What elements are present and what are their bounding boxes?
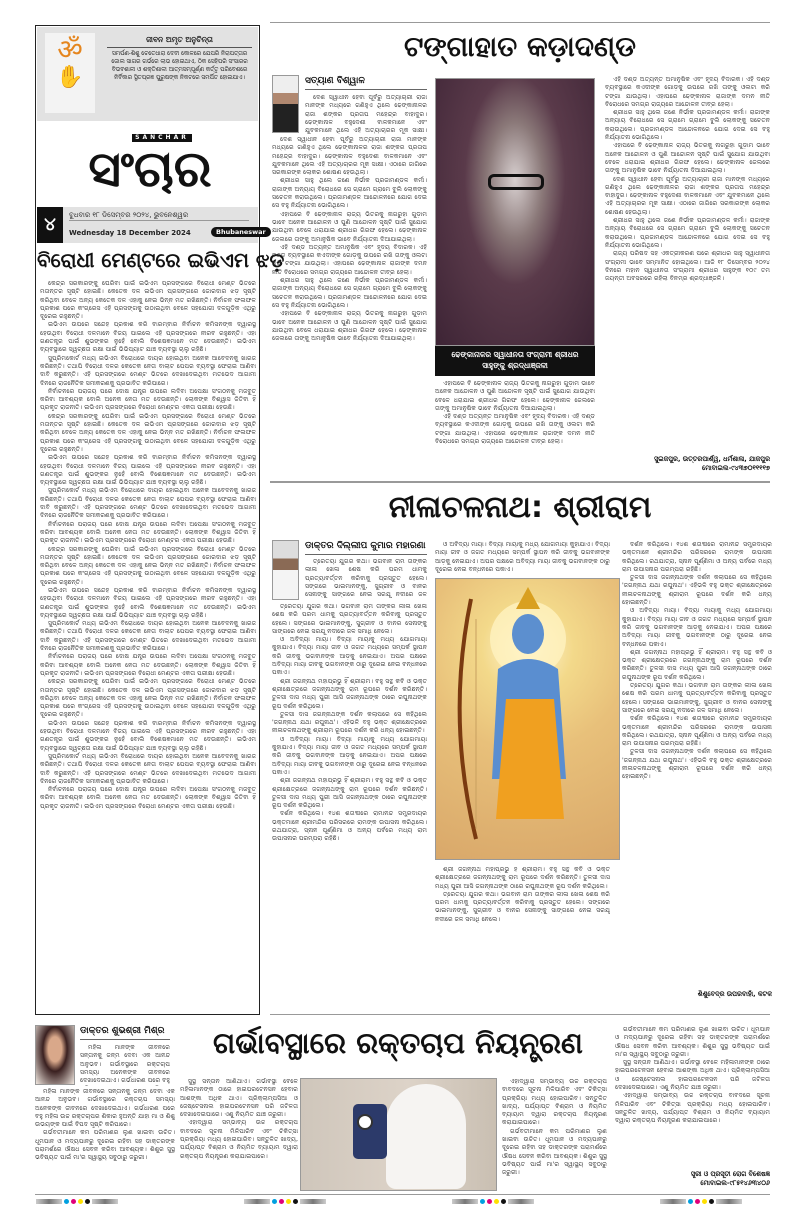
paragraph: ଶ୍ରୀଧର ସାହୁ ଥିଲେ ଜଣେ ନିର୍ଭୀକ ପ୍ରଜାମଣ୍ଡଳ କର୍ମୀ। ରାଜାଙ୍କ ଅନ୍ୟାୟ ବିରୋଧରେ ସେ ଗ୍ରାମେ ଗ୍ରାମେ ବୁଲି ଲୋକଙ୍କୁ ସଚେତନ କରାଉଥିଲେ। ପ୍ରଜାମଣ୍ଡଳ ଆନ୍ଦୋଳନରେ ଯୋଗ ଦେଇ ସେ ବହୁ ନିର୍ଯ୍ୟାତନା ଭୋଗିଥିଲେ। xyxy=(605,109,770,142)
paragraph: ଏହାପରେ ବି ଢେଙ୍କାନାଳ ରାଜ୍ୟ ଭିତରକୁ ନାଗରୁହା ଗୁଡ଼ାମ ଭାବେ ଅନେକ ଆନ୍ଦୋଳନ ଓ ପୁଣି ଆନ୍ଦୋଳନ ସୃଷ୍ଟି ପାଇଁ ସୁଯୋଗ ଯାଉଥିବା ବେଳେ ଧରାଯାଇ ଶ୍ରୀଧର ଗିରଫ ହେଲେ। ଢେଙ୍କାନାଳ ଜେଲରେ ତାଙ୍କୁ ଅମାନୁଷିକ ଭାବେ ନିର୍ଯ୍ୟାତନା ଦିଆଯାଇଥିଲା। xyxy=(605,142,770,175)
quote-text: ସମର୍ପଣ-ଶିଶୁ ଚେତେଧାରା ଦେବୀ କୋଳରେ ଯେପରି ନିରାପତ୍ତାର ଜୋଲ ସାଗର ଗର୍ଭରେ ଲାଭ ହୋଇଥାଏ, ଠିକ ସେହିପରି ସଂସାରର ବିଭବଶାଳୀ ଓ ଶକ୍ତିଶାଳୀ ଆତ୍ମସମ୍ପୂର୍ଣ୍ଣ କର୍ତ୍ତୃ ପରିବେଶରେ ନିର୍ବିକାର ସ୍ଥିତପ୍ରଜ୍ଞ ପୁରୁଷଙ୍କ ନିକଟରେ ସମର୍ପିତ ହୋଇଯାଏ। xyxy=(111,51,248,81)
headline-pregnancy: ଗର୍ଭାବସ୍ଥାରେ ରକ୍ତଚାପ ନିୟନ୍ତ୍ରଣ xyxy=(213,1026,583,1060)
date-panel xyxy=(37,207,266,243)
paragraph: ଶ୍ରୀ ଜଗନ୍ନାଥ ମହାପ୍ରଭୁ ହିଁ ଶ୍ରୀରାମ। ବହୁ ସନ୍ଥ କବି ଓ ଭକ୍ତ ଶ୍ରୀକ୍ଷେତ୍ରରେ ଜଗନ୍ନାଥଙ୍କୁ ରାମ ରୂପରେ ଦର୍ଶନ କରିଛନ୍ତି। ତୁଳସୀ ଦାସ ମଧ୍ୟ ପୁରୀ ଆସି ଜଗନ୍ନାଥଙ୍କ ଠାରେ ରଘୁନାଥଙ୍କ ରୂପ ଦର୍ଶନ କରିଥିଲେ। xyxy=(272,777,427,810)
paragraph: ଏହାପରେ ବି ଢେଙ୍କାନାଳ ରାଜ୍ୟ ଭିତରକୁ ନାଗରୁହା ଗୁଡ଼ାମ ଭାବେ ଅନେକ ଆନ୍ଦୋଳନ ଓ ପୁଣି ଆନ୍ଦୋଳନ ସୃଷ୍ଟି ପାଇଁ ସୁଯୋଗ ଯାଉଥିବା ବେଳେ ଧରାଯାଇ ଶ୍ରୀଧର ଗିରଫ ହେଲେ। ଢେଙ୍କାନାଳ ଜେଲରେ ତାଙ୍କୁ ଅମାନୁଷିକ ଭାବେ ନିର୍ଯ୍ୟାତନା ଦିଆଯାଇଥିଲା। xyxy=(272,210,427,243)
divider xyxy=(270,481,770,483)
lord-ram-illustration xyxy=(435,578,620,860)
article-tangihata-col1b xyxy=(272,136,427,476)
author-photo xyxy=(272,75,299,133)
quote-title: ଜୀବନ ଅମୃତ ଅନୁଚିନ୍ତା xyxy=(107,35,252,48)
glasses-icon xyxy=(488,174,544,190)
paragraph: ଶ୍ରୀ ଜଗନ୍ନାଥ ମହାପ୍ରଭୁ ହିଁ ଶ୍ରୀରାମ। ବହୁ ସନ୍ଥ କବି ଓ ଭକ୍ତ ଶ୍ରୀକ୍ଷେତ୍ରରେ ଜଗନ୍ନାଥଙ୍କୁ ରାମ ରୂପରେ ଦର୍ଶନ କରିଛନ୍ତି। ତୁଳସୀ ଦାସ ମଧ୍ୟ ପୁରୀ ଆସି ଜଗନ୍ନାଥଙ୍କ ଠାରେ ରଘୁନାଥଙ୍କ ରୂପ ଦର୍ଶନ କରିଥିଲେ। xyxy=(272,677,427,710)
paragraph: ଓ ଅବିଦ୍ୟା ମାୟା। ବିଦ୍ୟା ମାୟାକୁ ମଧ୍ୟ ଯୋଗମାୟା କୁହାଯାଏ। ବିଦ୍ୟା ମାୟା ଜୀବ ଓ ଜଗତ ମଧ୍ୟରେ ସମ୍ପର୍କ ସ୍ଥାପନ କରି ଜୀବକୁ ଭଗବାନଙ୍କ ଆଡ଼କୁ ନେଇଯାଏ। ଅପର ପକ୍ଷରେ ଅବିଦ୍ୟା ମାୟା ଜୀବକୁ ଭଗବାନଙ୍କ ଠାରୁ ଦୂରେଇ ନେଇ ବନ୍ଧନରେ ପକାଏ। xyxy=(272,735,427,776)
paragraph: ସୁପ୍ରିମକୋର୍ଟ ମଧ୍ୟ ଇଭିଏମ ବିରୋଧରେ ଦାୟର ହୋଇଥିବା ଅନେକ ଆବେଦନକୁ ଖାରଜ କରିଛନ୍ତି। ତଥାପି ବିରୋଧୀ ଦଳର କେତେକ ନେତା ବାଲାଟ ପେପର ବ୍ୟବସ୍ଥା ଫେରାଇ ଆଣିବା ଦାବି କରୁଛନ୍ତି। ଏହି ପ୍ରସଙ୍ଗରେ ମେଣ୍ଟ ଭିତରେ ଦେଖାଦେଇଥିବା ମତଭେଦ ଆଗାମୀ ଦିନରେ ରାଜନୈତିକ ସମୀକରଣକୁ ପ୍ରଭାବିତ କରିପାରେ। xyxy=(40,487,256,520)
page-number: ୪ xyxy=(37,207,63,243)
article-tangihata-col2 xyxy=(435,380,595,476)
headline-tangihata: ଟଙ୍ଗାହାତ କଡ଼ାଦଣ୍ଡ xyxy=(404,30,636,63)
phone: ମୋବାଇଲ-୯୪୩୭୦୧୧୧୧୭ xyxy=(702,464,770,472)
divider xyxy=(270,22,770,23)
article-pregnancy-col1a xyxy=(80,1044,170,1086)
paragraph: ଦର୍ଶନ କରିଥିଲେ। ୧୪ଶ ଶତାବ୍ଦୀରେ ରାମାନନ୍ଦ ସମ୍ପ୍ରଦାୟର ଭକ୍ତମାନେ ଶ୍ରୀମନ୍ଦିର ପରିସରରେ ରାମଙ୍କ ଉପାସନା କରିଥିଲେ। ରଥଯାତ୍ରା, ସ୍ନାନ ପୂର୍ଣ୍ଣିମା ଓ ଅନ୍ୟ ପର୍ବରେ ମଧ୍ୟ ରାମ ଉପାସନାର ପରମ୍ପରା ରହିଛି। xyxy=(622,541,772,573)
paragraph: ତ୍ରେତୟା ଯୁଗର କଥା। ଭଗବାନ ରାମ ତାଙ୍କର ଲୀଳା ଖେଳା ଶେଷ କରି ପରମ ଧାମକୁ ପ୍ରତ୍ୟାବର୍ତ୍ତନ କରିବାକୁ ପ୍ରସ୍ତୁତ ହେଲେ। ସଙ୍ଗରେ ଭାଇମାନଙ୍କୁ, ସୁଗ୍ରୀବ ଓ ବାନର ସେନାଙ୍କୁ ସାଙ୍ଗରେ ନେଇ ସରଯୂ ନଦୀରେ ଜଳ xyxy=(305,558,427,599)
paragraph: ସୁପ୍ରିମକୋର୍ଟ ମଧ୍ୟ ଇଭିଏମ ବିରୋଧରେ ଦାୟର ହୋଇଥିବା ଅନେକ ଆବେଦନକୁ ଖାରଜ କରିଛନ୍ତି। ତଥାପି ବିରୋଧୀ ଦଳର କେତେକ ନେତା ବାଲାଟ ପେପର ବ୍ୟବସ୍ଥା ଫେରାଇ ଆଣିବା ଦାବି କରୁଛନ୍ତି। ଏହି ପ୍ରସଙ୍ଗରେ ମେଣ୍ଟ ଭିତରେ ଦେଖାଦେଇଥିବା ମତଭେଦ ଆଗାମୀ ଦିନରେ ରାଜନୈତିକ ସମୀକରଣକୁ ପ୍ରଭାବିତ କରିପାରେ। xyxy=(40,354,256,387)
portrait-photo xyxy=(435,78,595,346)
article-ram-col2b xyxy=(435,866,610,998)
paragraph: ନିର୍ବାଚନରେ ପରାଜୟ ପରେ ଦୋଷ ଯନ୍ତ୍ର ଉପରେ ଲଦିବା ଅପେକ୍ଷା ସଂଗଠନକୁ ମଜବୁତ କରିବା ଆବଶ୍ୟକ ବୋଲି ଅନେକ ନେତା ମତ ଦେଉଛନ୍ତି। ଲୋକଙ୍କ ବିଶ୍ୱାସ ଜିତିବା ହିଁ ପ୍ରକୃତ ରାଜନୀତି। ଇଭିଏମ ପ୍ରସଙ୍ଗରେ ବିରୋଧୀ ମେଣ୍ଟର ଏକତା ପରୀକ୍ଷା ହେଉଛି। xyxy=(40,387,256,412)
paragraph: ଦେଶ ସ୍ୱାଧୀନ ହେବା ପୂର୍ବରୁ ଅତ୍ୟାଚାରୀ ରାଜା ମାନଙ୍କ ମଧ୍ୟରେ ଗଣିହୁଏ ଥିଲେ ଢେଙ୍କାନାଳର ରାଜା ଶଙ୍କର ପ୍ରତାପ ମହେନ୍ଦ୍ର ବାହାଦୁର। ଢେଙ୍କାନାଳ ବହୁଦେଶୀ ବାଳକମାନେ ଏବଂ ଯୁବକମାନେ ଥିଲେ ଏହି ଅତ୍ୟାଚାରର ମୂକ ସାକ୍ଷୀ। ଏଠାରେ ଜାଗିରେ ସରକାରଙ୍କ ଲୋକର ଶୋଷଣ ହେଉଥିଲା। xyxy=(272,136,427,177)
paragraph: ଗର୍ଭବତୀମାନେ କମ ପରିମାଣର ଲୁଣ ଖାଇବା ଉଚିତ। ଧୂମପାନ ଓ ମଦ୍ୟପାନରୁ ଦୂରେଇ ରହିବା ସହ ଡାକ୍ତରଙ୍କ ପରାମର୍ଶରେ ଔଷଧ ସେବନ କରିବା ଆବଶ୍ୟକ। ଶିଶୁର ସୁସ୍ଥ ଭବିଷ୍ୟତ ପାଇଁ ମା'ର ସ୍ୱାସ୍ଥ୍ୟ ସବୁଠାରୁ ଜରୁରୀ। xyxy=(35,1129,175,1162)
article-ram-col2a xyxy=(435,541,610,573)
city-badge: Bhubaneswar xyxy=(211,227,271,237)
article-pregnancy-col2 xyxy=(180,1078,298,1190)
author-name: ଡାକ୍ତର ଶୁଭଶ୍ରୀ ମିଶ୍ର xyxy=(80,1026,170,1040)
signature: ଶିଶୁବେଦ୍ର ଉପରବାହାଁ, କଟକ xyxy=(697,990,772,998)
paragraph: ଶ୍ରୀଧର ସାହୁ ଥିଲେ ଜଣେ ନିର୍ଭୀକ ପ୍ରଜାମଣ୍ଡଳ କର୍ମୀ। ରାଜାଙ୍କ ଅନ୍ୟାୟ ବିରୋଧରେ ସେ ଗ୍ରାମେ ଗ୍ରାମେ ବୁଲି ଲୋକଙ୍କୁ ସଚେତନ କରାଉଥିଲେ। ପ୍ରଜାମଣ୍ଡଳ ଆନ୍ଦୋଳନରେ ଯୋଗ ଦେଇ ସେ ବହୁ ନିର୍ଯ୍ୟାତନା ଭୋଗିଥିଲେ। xyxy=(272,277,427,309)
paragraph: ତ୍ରେତୟା ଯୁଗର କଥା। ଭଗବାନ ରାମ ତାଙ୍କର ଲୀଳା ଖେଳା ଶେଷ କରି ପରମ ଧାମକୁ ପ୍ରତ୍ୟାବର୍ତ୍ତନ କରିବାକୁ ପ୍ରସ୍ତୁତ ହେଲେ। ସଙ୍ଗରେ ଭାଇମାନଙ୍କୁ, ସୁଗ୍ରୀବ ଓ ବାନର ସେନାଙ୍କୁ ସାଙ୍ଗରେ ନେଇ ସରଯୂ ନଦୀରେ ଜଳ ସମାଧି ନେଲେ। xyxy=(622,682,772,714)
article-ram-col1 xyxy=(272,603,427,998)
divider xyxy=(270,1014,770,1015)
paragraph: ତ୍ରେତୟା ଯୁଗର କଥା। ଭଗବାନ ରାମ ତାଙ୍କର ଲୀଳା ଖେଳା ଶେଷ କରି ପରମ ଧାମକୁ ପ୍ରତ୍ୟାବର୍ତ୍ତନ କରିବାକୁ ପ୍ରସ୍ତୁତ ହେଲେ। ସଙ୍ଗରେ ଭାଇମାନଙ୍କୁ, ସୁଗ୍ରୀବ ଓ ବାନର ସେନାଙ୍କୁ ସାଙ୍ଗରେ ନେଇ ସରଯୂ ନଦୀରେ ଜଳ ସମାଧି ନେଲେ। xyxy=(435,890,610,923)
article-pregnancy-col1 xyxy=(35,1088,175,1190)
paragraph: ରାଜ୍ୟ ପରିଷଦ ସହ ଏକତ୍ରୀକରଣ ପରେ ଶ୍ରୀଧର ସାହୁ ସ୍ୱାଧୀନତା ସଂଗ୍ରାମୀ ଭାବେ ସମ୍ମାନିତ ହୋଇଥିଲେ। ଆଜି ୧୮ ଡିସେମ୍ବର ୨୦୨୪ ଦିନରେ ମହାନ ସ୍ୱାଧୀନତା ସଂଗ୍ରାମୀ ଶ୍ରୀଧର ସାହୁଙ୍କ ୧୦୯ ତମ ଜୟନ୍ତୀ ଅବସରରେ ରହିଲା ବିନମ୍ର ଶ୍ରଦ୍ଧାଞ୍ଜଳି। xyxy=(605,250,770,283)
paragraph: ଦେଶ ସ୍ୱାଧୀନ ହେବା ପୂର୍ବରୁ ଅତ୍ୟାଚାରୀ ରାଜା ମାନଙ୍କ ମଧ୍ୟରେ ଗଣିହୁଏ ଥିଲେ ଢେଙ୍କାନାଳର ରାଜା ଶଙ୍କର ପ୍ରତାପ ମହେନ୍ଦ୍ର ବାହାଦୁର। ଢେଙ୍କାନାଳ ବହୁଦେଶୀ ବାଳକମାନେ ଏବଂ ଯୁବକମାନେ ଥିଲେ ଏହି ଅତ୍ୟାଚାରର ମୂକ ସାକ୍ଷୀ। xyxy=(305,94,427,134)
photo-caption: ଢେଙ୍କାନାଳର ସ୍ୱାଧୀନତା ସଂଗ୍ରାମୀ ଶ୍ରୀଧର ସାହୁଙ୍କୁ ଶ୍ରଦ୍ଧାଞ୍ଜଳୀ xyxy=(435,346,595,376)
color-registration-bar xyxy=(452,1199,534,1204)
paragraph: ଏହାଦ୍ୱାରା ସମ୍ଭାବ୍ୟ ଉଚ୍ଚ ରକ୍ତଚାପ ବାବଦରେ ସୂଚନା ମିଳିପାରିବ ଏବଂ ଚିକିତ୍ସା ପ୍ରକ୍ରିୟା ମଧ୍ୟ ହୋଇପାରିବ। ସନ୍ତୁଳିତ ଖାଦ୍ୟ, ପର୍ଯ୍ୟାପ୍ତ ବିଶ୍ରାମ ଓ ନିୟମିତ ବ୍ୟାୟାମ ଦ୍ୱାରା ରକ୍ତଚାପ ନିୟନ୍ତ୍ରଣ କରାଯାଇପାରେ। xyxy=(180,1119,298,1160)
blood-pressure-photo xyxy=(300,1078,497,1191)
author-name: ଡାକ୍ତର ଦିଲ୍ଲୀପ କୁମାର ମହାରଣା xyxy=(305,541,427,555)
author-photo xyxy=(35,1025,75,1085)
date-english: Wednesday 18 December 2024 xyxy=(69,229,191,237)
paragraph: ଏହି ଦଣ୍ଡ ଅତ୍ୟନ୍ତ ଅମାନୁଷିକ ଏବଂ ହୃଦୟ ବିଦାରକ। ଏହି ଦଣ୍ଡ ବ୍ୟବସ୍ଥାରେ କଏଦୀଙ୍କ ଗୋଡ଼କୁ ଉପରେ ରଖି ତାଙ୍କୁ ଓଲଟା କରି ଟଙ୍ଗା ଯାଉଥିଲା। ଏହାପରେ ଢେଙ୍କାନାଳ ରାଜାଙ୍କ ଦମନ ନୀତି ବିରୋଧରେ ସମଗ୍ର ରାଜ୍ୟରେ ଆନ୍ଦୋଳନ ତୀବ୍ର ହେଲା। xyxy=(435,413,595,446)
paragraph: ଓ ଅବିଦ୍ୟା ମାୟା। ବିଦ୍ୟା ମାୟାକୁ ମଧ୍ୟ ଯୋଗମାୟା କୁହାଯାଏ। ବିଦ୍ୟା ମାୟା ଜୀବ ଓ ଜଗତ ମଧ୍ୟରେ ସମ୍ପର୍କ ସ୍ଥାପନ କରି ଜୀବକୁ ଭଗବାନଙ୍କ ଆଡ଼କୁ ନେଇଯାଏ। ଅପର ପକ୍ଷରେ ଅବିଦ୍ୟା ମାୟା ଜୀବକୁ ଭଗବାନଙ୍କ ଠାରୁ ଦୂରେଇ ନେଇ ବନ୍ଧନରେ ପକାଏ। xyxy=(272,636,427,677)
paragraph: ଗର୍ଭବତୀମାନେ କମ ପରିମାଣର ଲୁଣ ଖାଇବା ଉଚିତ। ଧୂମପାନ ଓ ମଦ୍ୟପାନରୁ ଦୂରେଇ ରହିବା ସହ ଡାକ୍ତରଙ୍କ ପରାମର୍ଶରେ ଔଷଧ ସେବନ କରିବା ଆବଶ୍ୟକ। ଶିଶୁର ସୁସ୍ଥ ଭବିଷ୍ୟତ ପାଇଁ ମା'ର ସ୍ୱାସ୍ଥ୍ୟ ସବୁଠାରୁ ଜରୁରୀ। xyxy=(502,1127,607,1177)
paragraph: ଇଭିଏମ ଉପରେ ସନ୍ଦେହ ପ୍ରକାଶ କରି ବାରମ୍ବାର ନିର୍ବାଚନ କମିସନଙ୍କ ଦ୍ୱାରସ୍ଥ ହେଉଥିବା ବିରୋଧୀ ଦଳମାନେ ବିଜୟ ପାଇଲେ ଏହି ପ୍ରସଙ୍ଗରେ ନୀରବ ରହୁଛନ୍ତି। ଏହା ଗଣତନ୍ତ୍ର ପାଇଁ ଶୁଭଙ୍କର ନୁହେଁ ବୋଲି ବିଶେଷଜ୍ଞମାନେ ମତ ଦେଉଛନ୍ତି। ଇଭିଏମ ବ୍ୟବସ୍ଥାରେ ସ୍ୱଚ୍ଛତା ରକ୍ଷା ପାଇଁ ଭିଭିପ୍ୟାଟ ଯାଞ୍ଚ ବ୍ୟବସ୍ଥା ଚାଲୁ ରହିଛି। xyxy=(40,454,256,487)
article-ram-col1a xyxy=(305,558,427,600)
ram-figure-icon xyxy=(436,579,619,859)
om-hands-icon: ॐ ✋ xyxy=(45,33,95,113)
paragraph: ଶ୍ରୀଧର ସାହୁ ଥିଲେ ଜଣେ ନିର୍ଭୀକ ପ୍ରଜାମଣ୍ଡଳ କର୍ମୀ। ରାଜାଙ୍କ ଅନ୍ୟାୟ ବିରୋଧରେ ସେ ଗ୍ରାମେ ଗ୍ରାମେ ବୁଲି ଲୋକଙ୍କୁ ସଚେତନ କରାଉଥିଲେ। ପ୍ରଜାମଣ୍ଡଳ ଆନ୍ଦୋଳନରେ ଯୋଗ ଦେଇ ସେ ବହୁ ନିର୍ଯ୍ୟାତନା ଭୋଗିଥିଲେ। xyxy=(605,217,770,249)
paragraph: ଏହାପରେ ବି ଢେଙ୍କାନାଳ ରାଜ୍ୟ ଭିତରକୁ ନାଗରୁହା ଗୁଡ଼ାମ ଭାବେ ଅନେକ ଆନ୍ଦୋଳନ ଓ ପୁଣି ଆନ୍ଦୋଳନ ସୃଷ୍ଟି ପାଇଁ ସୁଯୋଗ ଯାଉଥିବା ବେଳେ ଧରାଯାଇ ଶ୍ରୀଧର ଗିରଫ ହେଲେ। ଢେଙ୍କାନାଳ ଜେଲରେ ତାଙ୍କୁ ଅମାନୁଷିକ ଭାବେ ନିର୍ଯ୍ୟାତନା ଦିଆଯାଇଥିଲା। xyxy=(435,380,595,412)
paragraph: ଶ୍ରୀ ଜଗନ୍ନାଥ ମହାପ୍ରଭୁ ହିଁ ଶ୍ରୀରାମ। ବହୁ ସନ୍ଥ କବି ଓ ଭକ୍ତ ଶ୍ରୀକ୍ଷେତ୍ରରେ ଜଗନ୍ନାଥଙ୍କୁ ରାମ ରୂପରେ ଦର୍ଶନ କରିଛନ୍ତି। ତୁଳସୀ ଦାସ ମଧ୍ୟ ପୁରୀ ଆସି ଜଗନ୍ନାଥଙ୍କ ଠାରେ ରଘୁନାଥଙ୍କ ରୂପ ଦର୍ଶନ କରିଥିଲେ। xyxy=(435,866,610,890)
paragraph: ମହିଳା ମାନଙ୍କ ଜୀବନରେ ସନ୍ତାନକୁ ଜନ୍ମ ଦେବା ଏକ ଆନନ୍ଦ ଅନୁଭବ। ଗର୍ଭାବସ୍ଥାରେ ରକ୍ତଚାପ ସମସ୍ୟା ଅନେକଙ୍କ ଜୀବନରେ ଦେଖାଦେଇଥାଏ। ଗର୍ଭଧାରଣ ପରେ ବହୁ ମହିଳା ଉଚ୍ଚ ରକ୍ତଚାପର ଶିକାର ହୁଅନ୍ତି ଯାହା ମା ଓ ଶିଶୁ ଉଭୟଙ୍କ ପାଇଁ ବିପଦ ସୃଷ୍ଟି କରିପାରେ। xyxy=(35,1088,175,1129)
paragraph: ତୁଳସୀ ଦାସ ଜଗନ୍ନାଥଙ୍କ ଦର୍ଶନ କଲାପରେ ସେ କହିଥିଲେ 'ଜଗନ୍ନାଥ ଯଥା ରଘୁନାଥ'। ଏହିଭଳି ବହୁ ଭକ୍ତ ଶ୍ରୀକ୍ଷେତ୍ରରେ ନୀଳାଚଳନାଥଙ୍କୁ ଶ୍ରୀରାମ ରୂପରେ ଦର୍ଶନ କରି ଧନ୍ୟ ହୋଇଛନ୍ତି। xyxy=(622,574,772,607)
paragraph: ସୁସ୍ଥ ସନ୍ତାନ ଆଣିଥାଏ। ଗର୍ଭାବସ୍ଥା ବେଳେ ମହିଳାମାନଙ୍କ ଠାରେ ହାଇପରଟେନସନ ହେବାର ଆଶଙ୍କା ଅଧିକ ଥାଏ। ପ୍ରିକ୍ଲାମ୍ପସିଆ ଓ ଜେଷ୍ଟେସନାଲ ହାଇପରଟେନସନ ପରି ଜଟିଳତା ଦେଖାଦେଇପାରେ। ଏଣୁ ନିୟମିତ ଯାଞ୍ଚ ଜରୁରୀ। xyxy=(180,1078,298,1119)
paragraph: ତୁଳସୀ ଦାସ ଜଗନ୍ନାଥଙ୍କ ଦର୍ଶନ କଲାପରେ ସେ କହିଥିଲେ 'ଜଗନ୍ନାଥ ଯଥା ରଘୁନାଥ'। ଏହିଭଳି ବହୁ ଭକ୍ତ ଶ୍ରୀକ୍ଷେତ୍ରରେ ନୀଳାଚଳନାଥଙ୍କୁ ଶ୍ରୀରାମ ରୂପରେ ଦର୍ଶନ କରି ଧନ୍ୟ ହୋଇଛନ୍ତି। xyxy=(622,748,772,781)
paragraph: କେନ୍ଦ୍ର ସରକାରଙ୍କୁ ଘେରିବା ପାଇଁ ଇଭିଏମ ପ୍ରସଙ୍ଗରେ ବିରୋଧୀ ମେଣ୍ଟ ଭିତରେ ମତାନ୍ତର ସୃଷ୍ଟି ହୋଇଛି। କେତେକ ଦଳ ଇଭିଏମ ପ୍ରସଙ୍ଗରେ ଜୋରଦାର ଝଡ଼ ସୃଷ୍ଟି କରିଥିବା ବେଳେ ଅନ୍ୟ କେତେକ ଦଳ ଏହାକୁ ନେଇ ଭିନ୍ନ ମତ ରଖିଛନ୍ତି। ନିର୍ବାଚନ ଫଳାଫଳ ପ୍ରକାଶ ପରେ କଂଗ୍ରେସ ଏହି ପ୍ରସଙ୍ଗକୁ ଉଠାଇଥିବା ବେଳେ ସହଯୋଗୀ ଦଳଗୁଡ଼ିକ ଏଥିରୁ ଦୂରେଇ ରହୁଛନ୍ତି। xyxy=(40,412,256,453)
paragraph: ଶ୍ରୀ ଜଗନ୍ନାଥ ମହାପ୍ରଭୁ ହିଁ ଶ୍ରୀରାମ। ବହୁ ସନ୍ଥ କବି ଓ ଭକ୍ତ ଶ୍ରୀକ୍ଷେତ୍ରରେ ଜଗନ୍ନାଥଙ୍କୁ ରାମ ରୂପରେ ଦର୍ଶନ କରିଛନ୍ତି। ତୁଳସୀ ଦାସ ମଧ୍ୟ ପୁରୀ ଆସି ଜଗନ୍ନାଥଙ୍କ ଠାରେ ରଘୁନାଥଙ୍କ ରୂପ ଦର୍ଶନ କରିଥିଲେ। xyxy=(622,648,772,681)
paragraph: ଇଭିଏମ ଉପରେ ସନ୍ଦେହ ପ୍ରକାଶ କରି ବାରମ୍ବାର ନିର୍ବାଚନ କମିସନଙ୍କ ଦ୍ୱାରସ୍ଥ ହେଉଥିବା ବିରୋଧୀ ଦଳମାନେ ବିଜୟ ପାଇଲେ ଏହି ପ୍ରସଙ୍ଗରେ ନୀରବ ରହୁଛନ୍ତି। ଏହା ଗଣତନ୍ତ୍ର ପାଇଁ ଶୁଭଙ୍କର ନୁହେଁ ବୋଲି ବିଶେଷଜ୍ଞମାନେ ମତ ଦେଉଛନ୍ତି। ଇଭିଏମ ବ୍ୟବସ୍ଥାରେ ସ୍ୱଚ୍ଛତା ରକ୍ଷା ପାଇଁ ଭିଭିପ୍ୟାଟ ଯାଞ୍ଚ ବ୍ୟବସ୍ଥା ଚାଲୁ ରହିଛି। xyxy=(40,321,256,354)
logo-en: SANCHAR xyxy=(132,134,192,142)
paragraph: ଓ ଅବିଦ୍ୟା ମାୟା। ବିଦ୍ୟା ମାୟାକୁ ମଧ୍ୟ ଯୋଗମାୟା କୁହାଯାଏ। ବିଦ୍ୟା ମାୟା ଜୀବ ଓ ଜଗତ ମଧ୍ୟରେ ସମ୍ପର୍କ ସ୍ଥାପନ କରି ଜୀବକୁ ଭଗବାନଙ୍କ ଆଡ଼କୁ ନେଇଯାଏ। ଅପର ପକ୍ଷରେ ଅବିଦ୍ୟା ମାୟା ଜୀବକୁ ଭଗବାନଙ୍କ ଠାରୁ ଦୂରେଇ ନେଇ ବନ୍ଧନରେ ପକାଏ। xyxy=(435,541,610,573)
color-registration-bar xyxy=(244,1199,326,1204)
headline-evm: ବିରୋଧୀ ମେଣ୍ଟରେ ଇଭିଏମ ଝଡ଼ xyxy=(37,248,285,272)
paragraph: ଦେଶ ସ୍ୱାଧୀନ ହେବା ପୂର୍ବରୁ ଅତ୍ୟାଚାରୀ ରାଜା ମାନଙ୍କ ମଧ୍ୟରେ ଗଣିହୁଏ ଥିଲେ ଢେଙ୍କାନାଳର ରାଜା ଶଙ୍କର ପ୍ରତାପ ମହେନ୍ଦ୍ର ବାହାଦୁର। ଢେଙ୍କାନାଳ ବହୁଦେଶୀ ବାଳକମାନେ ଏବଂ ଯୁବକମାନେ ଥିଲେ ଏହି ଅତ୍ୟାଚାରର ମୂକ ସାକ୍ଷୀ। ଏଠାରେ ଜାଗିରେ ସରକାରଙ୍କ ଲୋକର ଶୋଷଣ ହେଉଥିଲା। xyxy=(605,175,770,216)
paragraph: ଏହି ଦଣ୍ଡ ଅତ୍ୟନ୍ତ ଅମାନୁଷିକ ଏବଂ ହୃଦୟ ବିଦାରକ। ଏହି ଦଣ୍ଡ ବ୍ୟବସ୍ଥାରେ କଏଦୀଙ୍କ ଗୋଡ଼କୁ ଉପରେ ରଖି ତାଙ୍କୁ ଓଲଟା କରି ଟଙ୍ଗା ଯାଉଥିଲା। ଏହାପରେ ଢେଙ୍କାନାଳ ରାଜାଙ୍କ ଦମନ ନୀତି ବିରୋଧରେ ସମଗ୍ର ରାଜ୍ୟରେ ଆନ୍ଦୋଳନ ତୀବ୍ର ହେଲା। xyxy=(272,243,427,276)
paragraph: ନିର୍ବାଚନରେ ପରାଜୟ ପରେ ଦୋଷ ଯନ୍ତ୍ର ଉପରେ ଲଦିବା ଅପେକ୍ଷା ସଂଗଠନକୁ ମଜବୁତ କରିବା ଆବଶ୍ୟକ ବୋଲି ଅନେକ ନେତା ମତ ଦେଉଛନ୍ତି। ଲୋକଙ୍କ ବିଶ୍ୱାସ ଜିତିବା ହିଁ ପ୍ରକୃତ ରାଜନୀତି। ଇଭିଏମ ପ୍ରସଙ୍ଗରେ ବିରୋଧୀ ମେଣ୍ଟର ଏକତା ପରୀକ୍ଷା ହେଉଛି। xyxy=(40,653,256,677)
logo: ସଂଚାର xyxy=(88,140,212,198)
paragraph: ନିର୍ବାଚନରେ ପରାଜୟ ପରେ ଦୋଷ ଯନ୍ତ୍ର ଉପରେ ଲଦିବା ଅପେକ୍ଷା ସଂଗଠନକୁ ମଜବୁତ କରିବା ଆବଶ୍ୟକ ବୋଲି ଅନେକ ନେତା ମତ ଦେଉଛନ୍ତି। ଲୋକଙ୍କ ବିଶ୍ୱାସ ଜିତିବା ହିଁ ପ୍ରକୃତ ରାଜନୀତି। ଇଭିଏମ ପ୍ରସଙ୍ଗରେ ବିରୋଧୀ ମେଣ୍ଟର ଏକତା ପରୀକ୍ଷା ହେଉଛି। xyxy=(40,520,256,545)
color-registration-bar xyxy=(660,1199,742,1204)
paragraph: କେନ୍ଦ୍ର ସରକାରଙ୍କୁ ଘେରିବା ପାଇଁ ଇଭିଏମ ପ୍ରସଙ୍ଗରେ ବିରୋଧୀ ମେଣ୍ଟ ଭିତରେ ମତାନ୍ତର ସୃଷ୍ଟି ହୋଇଛି। କେତେକ ଦଳ ଇଭିଏମ ପ୍ରସଙ୍ଗରେ ଜୋରଦାର ଝଡ଼ ସୃଷ୍ଟି କରିଥିବା ବେଳେ ଅନ୍ୟ କେତେକ ଦଳ ଏହାକୁ ନେଇ ଭିନ୍ନ ମତ ରଖିଛନ୍ତି। ନିର୍ବାଚନ ଫଳାଫଳ ପ୍ରକାଶ ପରେ କଂଗ୍ରେସ ଏହି ପ୍ରସଙ୍ଗକୁ ଉଠାଇଥିବା ବେଳେ ସହଯୋଗୀ ଦଳଗୁଡ଼ିକ ଏଥିରୁ ଦୂରେଇ ରହୁଛନ୍ତି। xyxy=(40,678,256,719)
article-tangihata-col3 xyxy=(605,76,770,451)
paragraph: ଇଭିଏମ ଉପରେ ସନ୍ଦେହ ପ୍ରକାଶ କରି ବାରମ୍ବାର ନିର୍ବାଚନ କମିସନଙ୍କ ଦ୍ୱାରସ୍ଥ ହେଉଥିବା ବିରୋଧୀ ଦଳମାନେ ବିଜୟ ପାଇଲେ ଏହି ପ୍ରସଙ୍ଗରେ ନୀରବ ରହୁଛନ୍ତି। ଏହା ଗଣତନ୍ତ୍ର ପାଇଁ ଶୁଭଙ୍କର ନୁହେଁ ବୋଲି ବିଶେଷଜ୍ଞମାନେ ମତ ଦେଉଛନ୍ତି। ଇଭିଏମ ବ୍ୟବସ୍ଥାରେ ସ୍ୱଚ୍ଛତା ରକ୍ଷା ପାଇଁ ଭିଭିପ୍ୟାଟ ଯାଞ୍ଚ ବ୍ୟବସ୍ଥା ଚାଲୁ ରହିଛି। xyxy=(40,719,256,752)
phone: ମୋବାଇଲ-୯୮୫୧୪୬୩୪୦୬ xyxy=(700,1179,770,1187)
paragraph: ଦର୍ଶନ କରିଥିଲେ। ୧୪ଶ ଶତାବ୍ଦୀରେ ରାମାନନ୍ଦ ସମ୍ପ୍ରଦାୟର ଭକ୍ତମାନେ ଶ୍ରୀମନ୍ଦିର ପରିସରରେ ରାମଙ୍କ ଉପାସନା କରିଥିଲେ। ରଥଯାତ୍ରା, ସ୍ନାନ ପୂର୍ଣ୍ଣିମା ଓ ଅନ୍ୟ ପର୍ବରେ ମଧ୍ୟ ରାମ ଉପାସନାର ପରମ୍ପରା ରହିଛି। xyxy=(622,715,772,748)
date-odia: ବୁଧବାର ୧୮ ଡିସେମ୍ବର ୨୦୨୪, ଭୁବନେଶ୍ୱର xyxy=(69,211,249,221)
divider xyxy=(35,1194,770,1195)
paragraph: ଦର୍ଶନ କରିଥିଲେ। ୧୪ଶ ଶତାବ୍ଦୀରେ ରାମାନନ୍ଦ ସମ୍ପ୍ରଦାୟର ଭକ୍ତମାନେ ଶ୍ରୀମନ୍ଦିର ପରିସରରେ ରାମଙ୍କ ଉପାସନା କରିଥିଲେ। ରଥଯାତ୍ରା, ସ୍ନାନ ପୂର୍ଣ୍ଣିମା ଓ ଅନ୍ୟ ପର୍ବରେ ମଧ୍ୟ ରାମ ଉପାସନାର ପରମ୍ପରା ରହିଛି। xyxy=(272,810,427,843)
paragraph: ତ୍ରେତୟା ଯୁଗର କଥା। ଭଗବାନ ରାମ ତାଙ୍କର ଲୀଳା ଖେଳା ଶେଷ କରି ପରମ ଧାମକୁ ପ୍ରତ୍ୟାବର୍ତ୍ତନ କରିବାକୁ ପ୍ରସ୍ତୁତ ହେଲେ। ସଙ୍ଗରେ ଭାଇମାନଙ୍କୁ, ସୁଗ୍ରୀବ ଓ ବାନର ସେନାଙ୍କୁ ସାଙ୍ଗରେ ନେଇ ସରଯୂ ନଦୀରେ ଜଳ ସମାଧି ନେଲେ। xyxy=(272,603,427,635)
paragraph: ସୁପ୍ରିମକୋର୍ଟ ମଧ୍ୟ ଇଭିଏମ ବିରୋଧରେ ଦାୟର ହୋଇଥିବା ଅନେକ ଆବେଦନକୁ ଖାରଜ କରିଛନ୍ତି। ତଥାପି ବିରୋଧୀ ଦଳର କେତେକ ନେତା ବାଲାଟ ପେପର ବ୍ୟବସ୍ଥା ଫେରାଇ ଆଣିବା ଦାବି କରୁଛନ୍ତି। ଏହି ପ୍ରସଙ୍ଗରେ ମେଣ୍ଟ ଭିତରେ ଦେଖାଦେଇଥିବା ମତଭେଦ ଆଗାମୀ ଦିନରେ ରାଜନୈତିକ ସମୀକରଣକୁ ପ୍ରଭାବିତ କରିପାରେ। xyxy=(40,620,256,653)
paragraph: କେନ୍ଦ୍ର ସରକାରଙ୍କୁ ଘେରିବା ପାଇଁ ଇଭିଏମ ପ୍ରସଙ୍ଗରେ ବିରୋଧୀ ମେଣ୍ଟ ଭିତରେ ମତାନ୍ତର ସୃଷ୍ଟି ହୋଇଛି। କେତେକ ଦଳ ଇଭିଏମ ପ୍ରସଙ୍ଗରେ ଜୋରଦାର ଝଡ଼ ସୃଷ୍ଟି କରିଥିବା ବେଳେ ଅନ୍ୟ କେତେକ ଦଳ ଏହାକୁ ନେଇ ଭିନ୍ନ ମତ ରଖିଛନ୍ତି। ନିର୍ବାଚନ ଫଳାଫଳ ପ୍ରକାଶ ପରେ କଂଗ୍ରେସ ଏହି ପ୍ରସଙ୍ଗକୁ ଉଠାଇଥିବା ବେଳେ ସହଯୋଗୀ ଦଳଗୁଡ଼ିକ ଏଥିରୁ ଦୂରେଇ ରହୁଛନ୍ତି। xyxy=(40,280,256,321)
signature: ସୁଇଜପୁର, ଉତ୍ତରପାର୍ଶ୍ୱ, ଧର୍ମଶାଳା, ଯାଜପୁର xyxy=(654,455,770,463)
paragraph: ଗର୍ଭବତୀମାନେ କମ ପରିମାଣର ଲୁଣ ଖାଇବା ଉଚିତ। ଧୂମପାନ ଓ ମଦ୍ୟପାନରୁ ଦୂରେଇ ରହିବା ସହ ଡାକ୍ତରଙ୍କ ପରାମର୍ଶରେ ଔଷଧ ସେବନ କରିବା ଆବଶ୍ୟକ। ଶିଶୁର ସୁସ୍ଥ ଭବିଷ୍ୟତ ପାଇଁ ମା'ର ସ୍ୱାସ୍ଥ୍ୟ ସବୁଠାରୁ ଜରୁରୀ। xyxy=(615,1026,770,1058)
paragraph: ଶ୍ରୀଧର ସାହୁ ଥିଲେ ଜଣେ ନିର୍ଭୀକ ପ୍ରଜାମଣ୍ଡଳ କର୍ମୀ। ରାଜାଙ୍କ ଅନ୍ୟାୟ ବିରୋଧରେ ସେ ଗ୍ରାମେ ଗ୍ରାମେ ବୁଲି ଲୋକଙ୍କୁ ସଚେତନ କରାଉଥିଲେ। ପ୍ରଜାମଣ୍ଡଳ ଆନ୍ଦୋଳନରେ ଯୋଗ ଦେଇ ସେ ବହୁ ନିର୍ଯ୍ୟାତନା ଭୋଗିଥିଲେ। xyxy=(272,177,427,210)
article-pregnancy-col4 xyxy=(615,1026,770,1168)
paragraph: ସୁସ୍ଥ ସନ୍ତାନ ଆଣିଥାଏ। ଗର୍ଭାବସ୍ଥା ବେଳେ ମହିଳାମାନଙ୍କ ଠାରେ ହାଇପରଟେନସନ ହେବାର ଆଶଙ୍କା ଅଧିକ ଥାଏ। ପ୍ରିକ୍ଲାମ୍ପସିଆ ଓ ଜେଷ୍ଟେସନାଲ ହାଇପରଟେନସନ ପରି ଜଟିଳତା ଦେଖାଦେଇପାରେ। ଏଣୁ ନିୟମିତ ଯାଞ୍ଚ ଜରୁରୀ। xyxy=(615,1059,770,1092)
signature: ସ୍ତ୍ରୀ ଓ ପ୍ରସୂତୀ ରୋଗ ବିଶେଷଜ୍ଞ xyxy=(690,1170,770,1178)
gauge-icon xyxy=(357,1114,373,1130)
paragraph: ନିର୍ବାଚନରେ ପରାଜୟ ପରେ ଦୋଷ ଯନ୍ତ୍ର ଉପରେ ଲଦିବା ଅପେକ୍ଷା ସଂଗଠନକୁ ମଜବୁତ କରିବା ଆବଶ୍ୟକ ବୋଲି ଅନେକ ନେତା ମତ ଦେଉଛନ୍ତି। ଲୋକଙ୍କ ବିଶ୍ୱାସ ଜିତିବା ହିଁ ପ୍ରକୃତ ରାଜନୀତି। ଇଭିଏମ ପ୍ରସଙ୍ଗରେ ବିରୋଧୀ ମେଣ୍ଟର ଏକତା ପରୀକ୍ଷା ହେଉଛି। xyxy=(40,786,256,810)
paragraph: ସୁପ୍ରିମକୋର୍ଟ ମଧ୍ୟ ଇଭିଏମ ବିରୋଧରେ ଦାୟର ହୋଇଥିବା ଅନେକ ଆବେଦନକୁ ଖାରଜ କରିଛନ୍ତି। ତଥାପି ବିରୋଧୀ ଦଳର କେତେକ ନେତା ବାଲାଟ ପେପର ବ୍ୟବସ୍ଥା ଫେରାଇ ଆଣିବା ଦାବି କରୁଛନ୍ତି। ଏହି ପ୍ରସଙ୍ଗରେ ମେଣ୍ଟ ଭିତରେ ଦେଖାଦେଇଥିବା ମତଭେଦ ଆଗାମୀ ଦିନରେ ରାଜନୈତିକ ସମୀକରଣକୁ ପ୍ରଭାବିତ କରିପାରେ। xyxy=(40,752,256,785)
paragraph: ଏହାଦ୍ୱାରା ସମ୍ଭାବ୍ୟ ଉଚ୍ଚ ରକ୍ତଚାପ ବାବଦରେ ସୂଚନା ମିଳିପାରିବ ଏବଂ ଚିକିତ୍ସା ପ୍ରକ୍ରିୟା ମଧ୍ୟ ହୋଇପାରିବ। ସନ୍ତୁଳିତ ଖାଦ୍ୟ, ପର୍ଯ୍ୟାପ୍ତ ବିଶ୍ରାମ ଓ ନିୟମିତ ବ୍ୟାୟାମ ଦ୍ୱାରା ରକ୍ତଚାପ ନିୟନ୍ତ୍ରଣ କରାଯାଇପାରେ। xyxy=(615,1092,770,1125)
article-tangihata-col1 xyxy=(305,94,427,134)
paragraph: କେନ୍ଦ୍ର ସରକାରଙ୍କୁ ଘେରିବା ପାଇଁ ଇଭିଏମ ପ୍ରସଙ୍ଗରେ ବିରୋଧୀ ମେଣ୍ଟ ଭିତରେ ମତାନ୍ତର ସୃଷ୍ଟି ହୋଇଛି। କେତେକ ଦଳ ଇଭିଏମ ପ୍ରସଙ୍ଗରେ ଜୋରଦାର ଝଡ଼ ସୃଷ୍ଟି କରିଥିବା ବେଳେ ଅନ୍ୟ କେତେକ ଦଳ ଏହାକୁ ନେଇ ଭିନ୍ନ ମତ ରଖିଛନ୍ତି। ନିର୍ବାଚନ ଫଳାଫଳ ପ୍ରକାଶ ପରେ କଂଗ୍ରେସ ଏହି ପ୍ରସଙ୍ଗକୁ ଉଠାଇଥିବା ବେଳେ ସହଯୋଗୀ ଦଳଗୁଡ଼ିକ ଏଥିରୁ ଦୂରେଇ ରହୁଛନ୍ତି। xyxy=(40,545,256,586)
paragraph: ଓ ଅବିଦ୍ୟା ମାୟା। ବିଦ୍ୟା ମାୟାକୁ ମଧ୍ୟ ଯୋଗମାୟା କୁହାଯାଏ। ବିଦ୍ୟା ମାୟା ଜୀବ ଓ ଜଗତ ମଧ୍ୟରେ ସମ୍ପର୍କ ସ୍ଥାପନ କରି ଜୀବକୁ ଭଗବାନଙ୍କ ଆଡ଼କୁ ନେଇଯାଏ। ଅପର ପକ୍ଷରେ ଅବିଦ୍ୟା ମାୟା ଜୀବକୁ ଭଗବାନଙ୍କ ଠାରୁ ଦୂରେଇ ନେଇ ବନ୍ଧନରେ ପକାଏ। xyxy=(622,607,772,648)
paragraph: ଏହି ଦଣ୍ଡ ଅତ୍ୟନ୍ତ ଅମାନୁଷିକ ଏବଂ ହୃଦୟ ବିଦାରକ। ଏହି ଦଣ୍ଡ ବ୍ୟବସ୍ଥାରେ କଏଦୀଙ୍କ ଗୋଡ଼କୁ ଉପରେ ରଖି ତାଙ୍କୁ ଓଲଟା କରି ଟଙ୍ଗା ଯାଉଥିଲା। ଏହାପରେ ଢେଙ୍କାନାଳ ରାଜାଙ୍କ ଦମନ ନୀତି ବିରୋଧରେ ସମଗ୍ର ରାଜ୍ୟରେ ଆନ୍ଦୋଳନ ତୀବ୍ର ହେଲା। xyxy=(605,76,770,108)
color-registration-bar xyxy=(36,1199,118,1204)
paragraph: ଏହାଦ୍ୱାରା ସମ୍ଭାବ୍ୟ ଉଚ୍ଚ ରକ୍ତଚାପ ବାବଦରେ ସୂଚନା ମିଳିପାରିବ ଏବଂ ଚିକିତ୍ସା ପ୍ରକ୍ରିୟା ମଧ୍ୟ ହୋଇପାରିବ। ସନ୍ତୁଳିତ ଖାଦ୍ୟ, ପର୍ଯ୍ୟାପ୍ତ ବିଶ୍ରାମ ଓ ନିୟମିତ ବ୍ୟାୟାମ ଦ୍ୱାରା ରକ୍ତଚାପ ନିୟନ୍ତ୍ରଣ କରାଯାଇପାରେ। xyxy=(502,1078,607,1127)
article-pregnancy-col3 xyxy=(502,1078,607,1190)
author-name: ସତ୍ୟାଣ ବିଶ୍ୱାଳ xyxy=(305,76,427,90)
paragraph: ତୁଳସୀ ଦାସ ଜଗନ୍ନାଥଙ୍କ ଦର୍ଶନ କଲାପରେ ସେ କହିଥିଲେ 'ଜଗନ୍ନାଥ ଯଥା ରଘୁନାଥ'। ଏହିଭଳି ବହୁ ଭକ୍ତ ଶ୍ରୀକ୍ଷେତ୍ରରେ ନୀଳାଚଳନାଥଙ୍କୁ ଶ୍ରୀରାମ ରୂପରେ ଦର୍ଶନ କରି ଧନ୍ୟ ହୋଇଛନ୍ତି। xyxy=(272,710,427,735)
paragraph: ମହିଳା ମାନଙ୍କ ଜୀବନରେ ସନ୍ତାନକୁ ଜନ୍ମ ଦେବା ଏକ ଆନନ୍ଦ ଅନୁଭବ। ଗର୍ଭାବସ୍ଥାରେ ରକ୍ତଚାପ ସମସ୍ୟା ଅନେକଙ୍କ ଜୀବନରେ ଦେଖାଦେଇଥାଏ। ଗର୍ଭଧାରଣ ପରେ ବହୁ xyxy=(80,1044,170,1085)
paragraph: ଏହାପରେ ବି ଢେଙ୍କାନାଳ ରାଜ୍ୟ ଭିତରକୁ ନାଗରୁହା ଗୁଡ଼ାମ ଭାବେ ଅନେକ ଆନ୍ଦୋଳନ ଓ ପୁଣି ଆନ୍ଦୋଳନ ସୃଷ୍ଟି ପାଇଁ ସୁଯୋଗ ଯାଉଥିବା ବେଳେ ଧରାଯାଇ ଶ୍ରୀଧର ଗିରଫ ହେଲେ। ଢେଙ୍କାନାଳ ଜେଲରେ ତାଙ୍କୁ ଅମାନୁଷିକ ଭାବେ ନିର୍ଯ୍ୟାତନା ଦିଆଯାଇଥିଲା। xyxy=(272,310,427,343)
article-evm-body xyxy=(40,280,256,1010)
quote-panel xyxy=(37,27,258,121)
paragraph: ଇଭିଏମ ଉପରେ ସନ୍ଦେହ ପ୍ରକାଶ କରି ବାରମ୍ବାର ନିର୍ବାଚନ କମିସନଙ୍କ ଦ୍ୱାରସ୍ଥ ହେଉଥିବା ବିରୋଧୀ ଦଳମାନେ ବିଜୟ ପାଇଲେ ଏହି ପ୍ରସଙ୍ଗରେ ନୀରବ ରହୁଛନ୍ତି। ଏହା ଗଣତନ୍ତ୍ର ପାଇଁ ଶୁଭଙ୍କର ନୁହେଁ ବୋଲି ବିଶେଷଜ୍ଞମାନେ ମତ ଦେଉଛନ୍ତି। ଇଭିଏମ ବ୍ୟବସ୍ଥାରେ ସ୍ୱଚ୍ଛତା ରକ୍ଷା ପାଇଁ ଭିଭିପ୍ୟାଟ ଯାଞ୍ଚ ବ୍ୟବସ୍ଥା ଚାଲୁ ରହିଛି। xyxy=(40,586,256,619)
article-ram-col3 xyxy=(622,541,772,986)
author-photo xyxy=(272,540,299,600)
headline-ram: ନୀଳାଚଳନାଥ: ଶ୍ରୀରାମ xyxy=(388,490,652,525)
